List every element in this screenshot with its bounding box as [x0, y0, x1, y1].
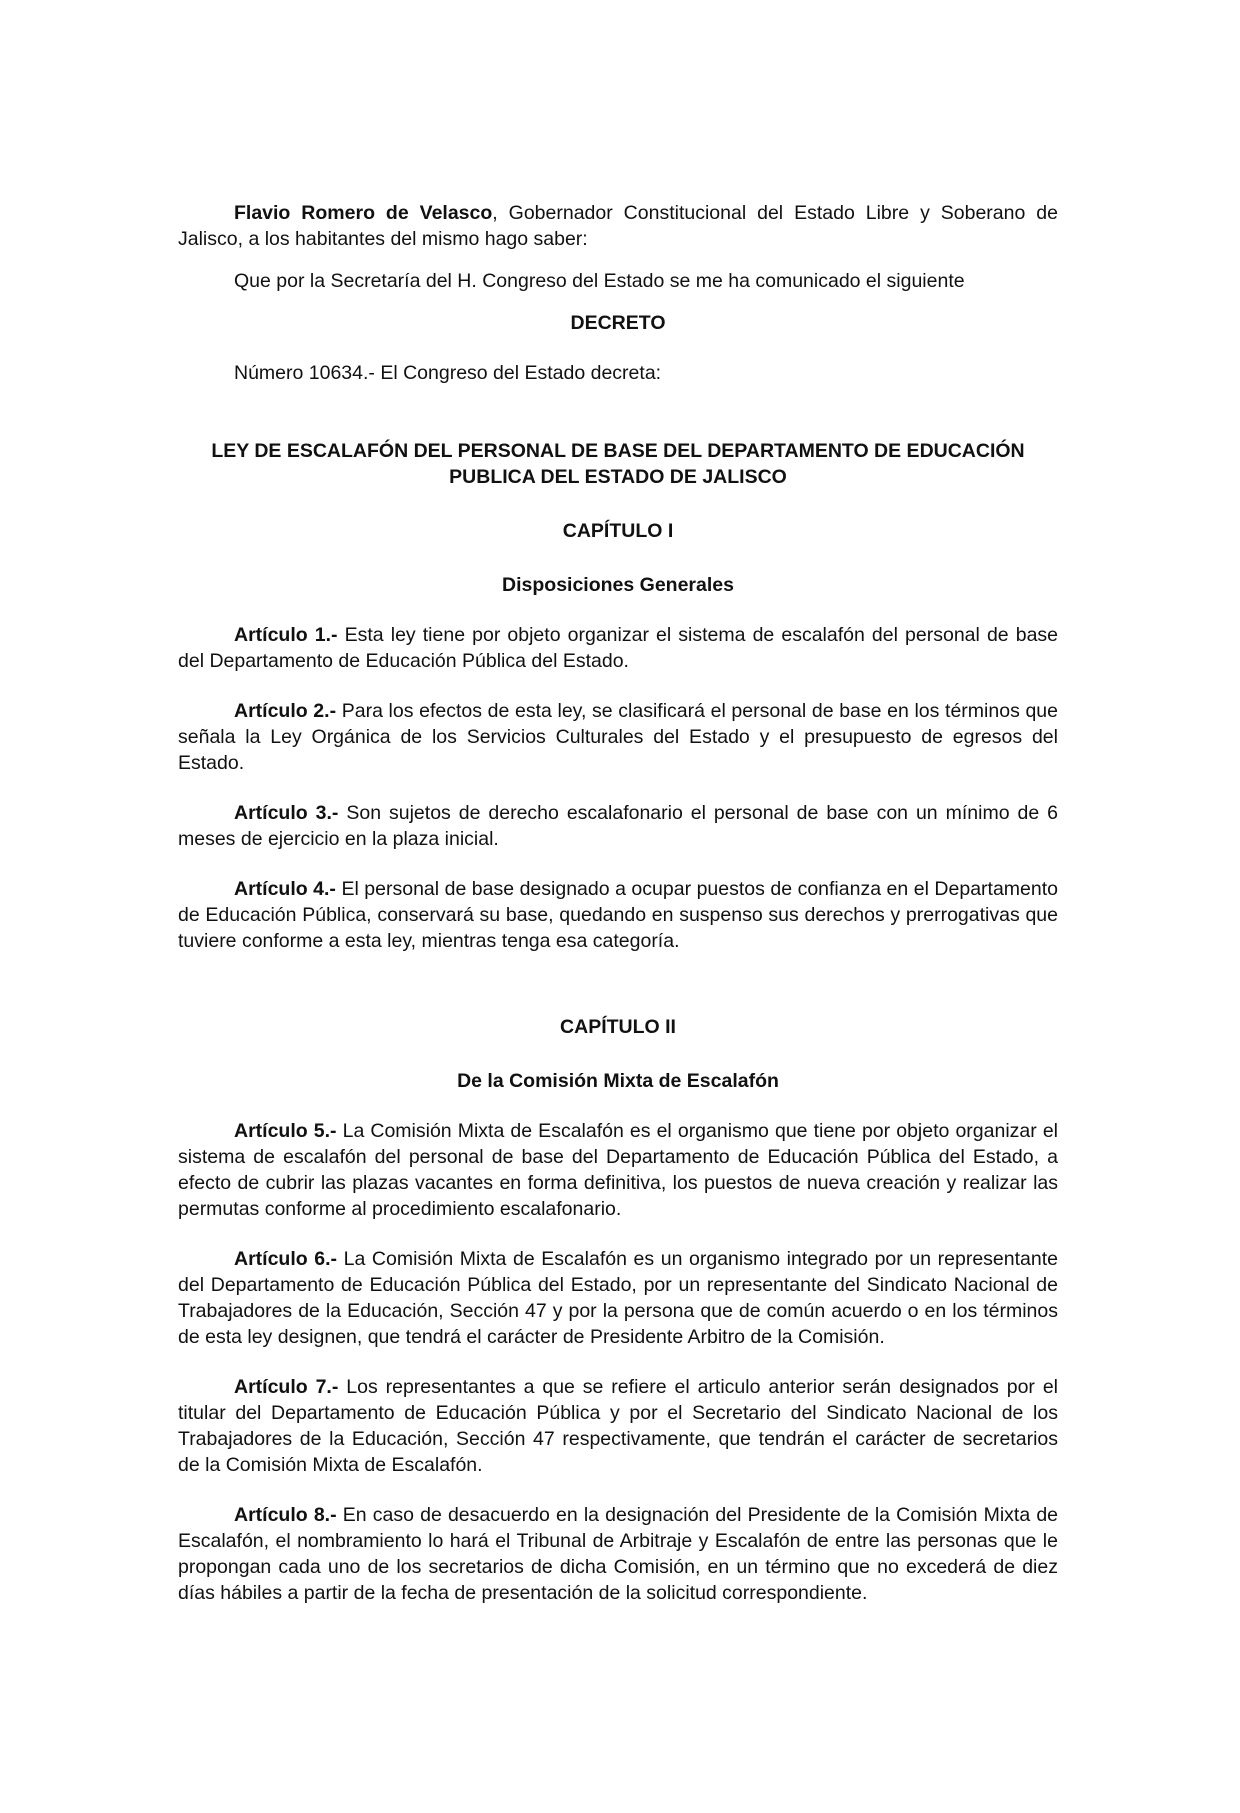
article-3-label: Artículo 3.- — [234, 802, 339, 824]
chapter-1-subheading: Disposiciones Generales — [502, 574, 734, 596]
article-5-text: La Comisión Mixta de Escalafón es el organismo que tiene por objeto organizar el sistema de escalafón del personal de base del Departamento de Educación Pública del Estado, a efecto de cubrir las plazas vacantes en forma definitiva, los puestos de nueva creación y realizar las permutas conforme al procedimiento escalafonario. — [178, 1120, 1058, 1220]
article-5-label: Artículo 5.- — [234, 1120, 337, 1142]
article-6-label: Artículo 6.- — [234, 1248, 338, 1270]
law-title-line-2: PUBLICA DEL ESTADO DE JALISCO — [449, 466, 787, 488]
governor-statement: , Gobernador Constitucional del Estado Libre y Soberano de Jalisco, a los habitantes del mismo hago saber: — [178, 202, 1058, 250]
article-1 — [178, 622, 1058, 674]
intro-paragraph — [178, 200, 1058, 252]
communication-paragraph: Que por la Secretaría del H. Congreso del Estado se me ha comunicado el siguiente — [234, 270, 965, 292]
article-3 — [178, 800, 1058, 852]
article-2-label: Artículo 2.- — [234, 700, 337, 722]
chapter-2-subheading: De la Comisión Mixta de Escalafón — [457, 1070, 779, 1092]
article-3-text: Son sujetos de derecho escalafonario el personal de base con un mínimo de 6 meses de ejercicio en la plaza inicial. — [178, 802, 1058, 850]
law-title-line-1: LEY DE ESCALAFÓN DEL PERSONAL DE BASE DEL DEPARTAMENTO DE EDUCACIÓN — [211, 440, 1025, 462]
governor-name: Flavio Romero de Velasco — [234, 202, 493, 224]
decree-number: Número 10634.- El Congreso del Estado decreta: — [234, 362, 662, 384]
chapter-2-heading: CAPÍTULO II — [560, 1016, 676, 1038]
document-body — [178, 200, 1058, 1606]
article-2 — [178, 698, 1058, 776]
article-8-text: En caso de desacuerdo en la designación del Presidente de la Comisión Mixta de Escalafón, el nombramiento lo hará el Tribunal de Arbitraje y Escalafón de entre las personas que le propongan cada uno de los secretarios de dicha Comisión, en un término que no excederá de diez días hábiles a partir de la fecha de presentación de la solicitud correspondiente. — [178, 1504, 1059, 1604]
article-6-text: La Comisión Mixta de Escalafón es un organismo integrado por un representante del Departamento de Educación Pública del Estado, por un representante del Sindicato Nacional de Trabajadores de la Educación, Sección 47 y por la persona que de común acuerdo o en los términos de esta ley designen, que tendrá el carácter de Presidente Arbitro de la Comisión. — [178, 1248, 1058, 1348]
article-8-label: Artículo 8.- — [234, 1504, 337, 1526]
article-5 — [178, 1118, 1058, 1222]
article-7 — [178, 1374, 1058, 1478]
law-title — [178, 438, 1058, 490]
article-7-label: Artículo 7.- — [234, 1376, 339, 1398]
article-6 — [178, 1246, 1058, 1350]
article-8 — [178, 1502, 1058, 1606]
article-4 — [178, 876, 1058, 954]
article-2-text: Para los efectos de esta ley, se clasificará el personal de base en los términos que señala la Ley Orgánica de los Servicios Culturales del Estado y el presupuesto de egresos del Estado. — [178, 700, 1058, 774]
article-4-text: El personal de base designado a ocupar puestos de confianza en el Departamento de Educación Pública, conservará su base, quedando en suspenso sus derechos y prerrogativas que tuviere conforme a esta ley, mientras tenga esa categoría. — [178, 878, 1058, 952]
decree-heading: DECRETO — [570, 312, 666, 334]
article-1-text: Esta ley tiene por objeto organizar el sistema de escalafón del personal de base del Departamento de Educación Pública del Estado. — [178, 624, 1059, 672]
article-1-label: Artículo 1.- — [234, 624, 338, 646]
chapter-1-heading: CAPÍTULO I — [562, 520, 674, 542]
article-7-text: Los representantes a que se refiere el articulo anterior serán designados por el titular del Departamento de Educación Pública y por el Secretario del Sindicato Nacional de los Trabajadores de la Educación, Sección 47 respectivamente, que tendrán el carácter de secretarios de la Comisión Mixta de Escalafón. — [178, 1376, 1058, 1476]
article-4-label: Artículo 4.- — [234, 878, 336, 900]
